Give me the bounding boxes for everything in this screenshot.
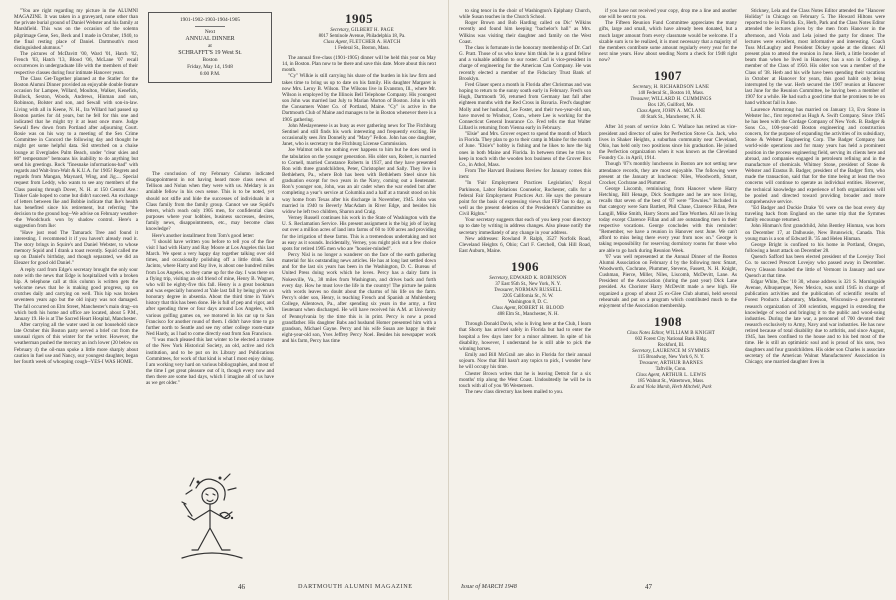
officer-name: EDWARD K. ROBINSON (510, 276, 567, 282)
paragraph: "Cy" Wilkie is still carrying his share of the burden in his law firm and takes time to bring us up to date on his family. His daughter Margaret is now Mrs. Leroy B. Wilson. The Wilsons live in Evanston, Ill., where Mr. Wilson is employed by the Illinois Bell Telephone Company. His youngest son John was married last July to Marian Morton of Boston. John is with the Consumers Water Co. of Portland, Maine. "Cy" is active in the Dartmouth Club of Maine and manages to be in Boston whenever there is a 1905 gathering. (282, 73, 436, 123)
paragraph: New addresses: Rowland P. Ralph, 3527 Norfolk Road, Cleveland Heights 6, Ohio; Carl F. Getchell, Oak Hill Road, East Auburn, Maine. (459, 235, 591, 255)
officer-name: WILLARD H. CUMMINGS (651, 97, 712, 103)
dinner-at: at (208, 43, 212, 49)
divider (195, 26, 225, 27)
class-year-heading: 1906 (511, 259, 539, 275)
paragraph: Fred Glaser spent a month in Florida after Christmas and was hoping to return to the sunny south early in February. Fred's son Hugh, Dartmouth '36, returned from Germany last fall after eighteen months with the Red Cross in Bavaria. Fred's daughter Molly and her husband, Lee Foster, and their two-year-old son, have moved to Windsor, Conn., where Lee is working for the Connecticut General Insurance Co. Fred tells me that Walter Lillard is returning from Vienna early in February. (459, 81, 591, 131)
officer-name: WILLIAM B KNIGHT (665, 331, 716, 337)
right-page-number: 47 (645, 583, 652, 591)
paragraph: After carrying all the water used in our household since late October this Boston party served a brief cut from the unusual rigors of this winter for the writer. However, the weatherman pushed the mercury an inch lower (20 below on February 4) the oil-man spoke a little more sharply about caution in fuel use and Nancy, our youngest daughter, began her fourth week of whooping cough--YES-I WAS HOME. (14, 321, 138, 365)
officer-name: ARTHUR BARNES (659, 361, 703, 367)
paragraph: Through Donald Davis, who is living here at the Club, I learn that Shorty has arrived safely in Florida but had to enter the hospital a few days later for a minor ailment. In spite of his disability, however, I understand he is still able to pick the winning horses. (459, 321, 591, 352)
officer-name: ARTHUR L. LEWIS (661, 373, 707, 379)
officer-role: Treasurer, (639, 361, 659, 367)
paragraph: The conclusion of my February Column indicated disappointment in not having heard more class news of Tellison and Nolan when they were with us. Meldary is an amiable fellow in his own sense. This is to be noted, yet should not stifle and hide the successes of individuals in a Class family from the family group. Cannot we use Squid's letters, which reach only 1905 men, for confidential class purposes where your hobbies, business successes, desires, family news, disappointments, etc., may become class knowledge? (146, 171, 274, 233)
paragraph: "Have just read The Tamarack Tree and found it interesting. I recommend it if you haven't already read it. The story brings in Squire's and Daniel Webster, to whose memory Squid and I drank a toast recently. Squid called me up on Daniel's birthday, and though separated, we did an Eleazer for good old Daniel." (14, 229, 138, 267)
officer-address: 185 Walnut St., Watertown, Mass. (637, 379, 705, 385)
paragraph: The annual five-class (1901-1905) dinner will be held this year on May 14, in Boston. Plan now to be there and save this date. More about this next month. (282, 55, 436, 74)
officer-address: 140 Federal St., Boston 10, Mass. (637, 91, 705, 97)
officer-address: Ex and Viola Marsh, Herb Mitchell, Park (630, 385, 712, 391)
officer-role: Secretary, (330, 28, 350, 33)
paragraph: Joe Walmot tells me nothing ever happens to him but he does send in the tabulation on the younger generation. His older son, Robert, is married to Cornell, married Constance Roberts in 1937, and they have presented Ron with three grandchildren, Peter, Christopher and Sally. They live in Bethlehem, Pa., where Bob has been with Bethlehem Steel since his graduation except for two years in the Navy, coming out a lieutenant. Ron’s younger son, John, was an air cadet when the war ended but after completing a year’s service at Columbia and a half at a transit stood on his way home from Texas after his discharge in November, 1945. John was married in 1940 to Beverly MacAdam in River Edge, and besides his widow he left two children, Sharon and Craig. (282, 147, 436, 215)
officer-address: Rockford, Ill. (657, 343, 685, 349)
officer-address: 602 Forest City National Bank Bldg. (635, 337, 707, 343)
officer-role: Treasurer, (630, 97, 650, 103)
officer-role: Class Agent, (636, 109, 662, 115)
paragraph: "In 'Fair Employment Practices Legislation,' Royal Parkinson, Labor Relations Counselor, Rochester, calls for a federal Fair Employment Practices Act. He says the pressure point for the basis of expressing views that FEP has to day, as well as the present deletion of the Presidents's Committee on Civil Rights." (459, 180, 591, 218)
paragraph: Quench Safford has been elected president of the Lovejoy Tool Co. to succeed Prescott Lovejoy who passed away in December. Percy Gleason founded the little of Vermont in January and saw Quench at that time. (745, 254, 885, 279)
dinner-classes: 1901-1902-1903-1904-1905 (179, 17, 241, 23)
paragraph: Percy Nisl is no longer a wanderer on the face of the earth gathering material for his outstanding news articles. He has at long last settled down and for the last six years has been in the Washington, D. C. Bureau of United Press doing work which he loves. Percy has a dairy farm in Nokesville, Va., 38 miles from Washington, and drives back and forth every day. How he must love the life in the country! The picture he paints with words leaves no doubt about the charms of his life on the farm. Percy's older son, Henry, is teaching French and Spanish at Muhlenberg College, Allentown, Pa., after spending six years in the army, a first lieutenant when discharged. He will have received his A.M. at University of Pennsylvania by the time this is in print. Percy is now a proud grandfather. His daughter Babs and husband Homer presented him with a grandson, Michael Gayne. Percy and his wife Susan are happy in their eight-year-old son, Yves Jeffrey Percy Noel. Besides his newspaper work and his farm, Percy has time (282, 252, 436, 345)
officer-name: GILBERT H. PAGE (350, 28, 394, 33)
paragraph: "Ed Badger and Duckie Drake '01 were on the boat every day traveling back from England on the same trip that the Symmes family encourage returned. (745, 205, 885, 224)
officer-role: Class Agent, (492, 306, 517, 312)
paragraph: if you have not received your copy, drop me a line and another one will be sent to you. (599, 8, 737, 21)
officer-address: 1 Federal St., Boston, Mass. (334, 46, 390, 51)
dinner-next: Next (204, 29, 216, 35)
officer-role: Class Agent, (635, 373, 661, 379)
paragraph: The class is fortunate in the honorary membership of Dr. Carl G. Pratt. Those of us who know him think he is a grand fellow and a valuable addition to our roster. Carl is vice-president in charge of engineering for the American Can Company. He was recently elected a member of the Fiduciary Trust Bank of Brooklyn. (459, 44, 591, 82)
officer-address: 115 Broadway, New York 6, N. Y. (637, 355, 705, 361)
paragraph: From The Harvard Business Review for January comes this item: (459, 168, 591, 181)
officer-name: LAURENCE M SYMMES (652, 349, 710, 355)
paragraph: George Liscomb, reminiscing from Hanover where Harry Hetching, Bill Henage, Dick Southgate and he are now living, recalls that seven of the best of '07 were "Townies." Included in that category were Sam Bartlett, Phil Chase, Clarence Fillan, Pete Langill, Mike Smith, Harry Storrs and Tate Worthen. All are living today except Clarence Fillan and all are outstanding men in their respective vocations. George concludes with this reminder: "Remember, we have a reunion in Hanover next June. We can't afford to miss being there every year from now on." George is taking responsibility for reserving dormitory rooms for those who are able to go back during Reunion Week. (599, 185, 737, 254)
dinner-title: ANNUAL DINNER (185, 36, 235, 42)
paragraph: John Meslayeneese is as busy as ever gathering news for The Fitchburg Sentinel and still finds his work interesting and frequently exciting. He occasionally sees Jim Donnelly and "Mary" Fellon. John has one daughter, Janet, who is secretary to the Fitchburg License Commission. (282, 122, 436, 148)
paragraph: Here's another installment from Tom's good letter: (152, 232, 255, 239)
paragraph: Your secretary suggests that each of you keep your directory up to date by writing in address changes. Also please notify the secretary immediately of any change in your address. (459, 217, 591, 236)
paragraph: Verney Russell continues his work in the State of Washington with the U. S. Reclamation Service. His present assignment is the big job of laying out over a million acres of land into farms of 60 to 100 acres and providing for the irrigation of these farms. This is a tremendous undertaking and not as easy as it sounds. Incidentally, Verney, you might pick out a few choice spots for retired 1905 men who are "hoosier-minded". (282, 215, 436, 252)
paragraph: Edgar White, Dec '10 30, whose address is 321 S. Morningside Avenue, Albuquerque, New Mexico, was until 1945 in charge of publication activities and the publication of scientific results of Forest Products Laboratory, Madison, Wisconsin--a government research organization of 300 scientists, engaged in extending the knowledge of wood and bringing it to the public and wood-using industries. During the late war, a personnel of 700 devoted their research exclusively to Army, Navy and war industries. He has now retired because of total disability due to arthritis, and since August, 1945, has been confined to the house and to his bed most of the time. He is still an optimistic soul and is proud of his sons, two daughters and four grandchildren. His older son Charles is associate secretary of the American Walnut Manufacturers' Association in Chicago; one married daughter lives in (745, 278, 885, 365)
officer-role: Secretary, (632, 85, 653, 91)
officer-name: JOHN A. MCLANE (662, 109, 706, 115)
officer-address: 8017 Seminole Avenue, Philadelphia 18, Pa. (318, 34, 406, 39)
paragraph: "You are right regarding my picture in the ALUMNI MAGAZINE. It was taken in a graveyard, none other than the private burial ground of Daniel Webster and his family at Marshfield. This was on the occasion of the solemn pilgrimage Gene, Sex, Beck and I made in October, 1940, to the final resting place of Daniel. Dartmouth's most distinguished alumnus." (14, 8, 138, 51)
dinner-date: Friday, May 14, 1948 (187, 64, 233, 70)
officer-role: Class Agent, (323, 40, 349, 45)
paragraph: John Hinman's first grandchild, John Bentley Hinman, was born on December 17, at Dalhousie, New Brunswick, Canada. This young man is a son of Edward B. '35 and Helen Hinman. (745, 223, 885, 242)
officer-name: H. RICHARDSON LANE (653, 85, 710, 91)
officer-address: Box 126, Guilford, Me. (647, 103, 695, 109)
column-1 (14, 8, 138, 578)
ink-sketch-illustration (176, 468, 248, 568)
paragraph: "I should have written you before to tell you of the fine visit I had with Harry and Ray Moore at Los Angeles this last March. We spent a very happy day together talking over old times, and occasionally polishing off a little drink. San Jacinto, where Harry and Ray live, is about one hundred miles from Los Angeles, so they came up for the day. I was there on a flying trip, visiting an old friend of mine, Henry B. Wagner, who will be eighty-five this fall. Henry is a great bookman and was especially honored at Yale last fall by being given an honorary degree in absentia. About the third time in Yale's history that this has been done. He is full of pep and vigor, and after spending three or four days around Los Angeles, with various golfing games on, we motored in his car up to San Francisco for another round of them. I didn't have time to go further north to Seattle and see my other college room-mate Ned Hardy, as I had to come directly east from San Francisco. (146, 238, 274, 338)
class-year-heading: 1905 (345, 11, 373, 26)
column-4 (459, 8, 591, 578)
paragraph: Laurence Armstrong has married on January 13, Eva Stone in Webster Inc., first reported as Hugh A. Swift Company. Since 1945 he has been with the Cordage Company of New York. B. Badger & Sons Co., 100-year-old Boston engineering and construction concern, for the purpose of expanding the activities of its subsidiary, Stone & Webster Engineering Corp. The Badger Company has world-wide operations and for many years has held a prominent position in the process engineering field, serving its clients here and abroad, and companies engaged in petroleum refining and in the manufacture of chemicals. Whitney Stone, president of Stone & Webster and Erastus B. Badger, president of the Badger firm, who made the transaction, said that for the time being at least the two concerns will continue to operate as individual entities. However, the technical knowledge and experience of both organizations will be pooled and directed toward providing broader and more comprehensive service. (745, 106, 885, 205)
paragraph: The pictures of McDavitt '00, Ward '01, Hatch '02, French '03, Hatch '13, Blood '06, McLane '07 recall occurrences in undergraduate life with the members of their respective classes during four intimate Hanover years. (14, 51, 138, 76)
paragraph: The Fifteen Reunion Fund Committee appreciates the many gifts, large and small, which have already been donated, but a much larger amount from every classmate would be welcome. If a sizable sum is to be realized, it is most necessary that a majority of the members contribute some amount regularly every year for the next nine years. How about sending Norm a check for 1948 right now? (599, 20, 737, 64)
officer-role: Secretary, (489, 276, 509, 282)
paragraph: George Bright is confined to his home in Portland, Oregon, following a heart attack on December 28. (745, 241, 885, 255)
officer-address: 37 East 95th St., New York, N. Y. (495, 282, 561, 288)
column-3 (282, 8, 436, 578)
officer-name: ROBERT H. BLOOD (517, 306, 564, 312)
paragraph: After 34 years of service John C. Wallace has retired as vice-president and director of sales for Perfection Stove Co. Jack, who lives in Shaker Heights, a suburban community near Cleveland, Ohio, has held only two positions since his graduation. He joined the Perfection organization when it was known as the Cleveland Foundry Co. in April, 1914. (599, 124, 737, 162)
magazine-title: DARTMOUTH ALUMNI MAGAZINE (298, 583, 413, 590)
right-page (448, 0, 896, 600)
officer-name: FLETCHER A. HATCH (349, 40, 401, 45)
officer-role: Secretary, (632, 349, 652, 355)
dinner-announcement-box (148, 12, 272, 83)
dinner-venue: SCHRAFFT'S 19 West St. (178, 50, 242, 56)
dinner-city: Boston (202, 57, 218, 63)
paragraph: to sing tenor in the choir of Washington's Epiphany Church, while Susan teaches in the Church School. (459, 8, 591, 21)
paragraph: "I was much pleased this last winter to be elected a trustee of the New York Historical Society, an old, active and rich institution, and to be put on its Library and Publications Committees, for work of that kind is what I most enjoy doing. I am working very hard on various bibliographies, and most of the time I get great pleasure out of it, though every now and then there are some bad days, which I imagine all of us have as we get older." (146, 337, 274, 387)
paragraph: Emily and Bill McGrail are also in Florida for their annual sojourn. Now that Bill hasn't any topics to pick, I wonder how he will occupy his time. (459, 352, 591, 371)
officer-address: 2205 California St., N. W. (502, 294, 554, 300)
officer-address: Taftville, Conn. (655, 367, 687, 373)
officer-address: 40 Stark St., Manchester, N. H. (640, 115, 702, 121)
class-year-heading: 1907 (654, 68, 682, 84)
paragraph: '07 was well represented at the Annual Dinner of the Boston Alumni Association on February 4 by the following men: Smart, Woodworth, Cochrane, Plummer, Stevens, Fassett, N. H. Knight, Cushman, Pierce, Miller, Niles, Liscomb, McDevitt, Lane. As President of the Association (during the past year) Dick Lane presided. As Chorister Harry McDevitt made a new high. He organized a group of about 25 ex-Glee Club alumni, held several rehearsals and put on a program which contributed much to the enjoyment of the Association membership. (599, 253, 737, 309)
paragraph: Stickney, Lela and the Class Notes Editor attended the "Hanover Holiday" in Chicago on February 5. The Howard Hiltons were reported to be in Florida. Ex, Herb, Park and the Class Notes Editor attended the lectures given by the men from Hanover in the afternoon, and Viola and Lela joined the party for dinner. The lectures were excellent, most informative and interesting. Coach Tuss McLaughry and President Dickey spoke at the dinner. All present plan to attend the reunion in June. Herb, a little brooder of beam than when he lived in Hanover, has a son in College, a member of the Class of 1950. His older son was a member of the Class of '38. Herb and his wife have been spending their vacations in October at Hanover for years, this good habit only being interrupted by the war. Herb secured the 1907 reunion at Hanover last June for the Reunion Committee, he having been a member of 1907 for a while. He had such a good time that he promises to be on hand without fail in June. (745, 8, 885, 107)
paragraph: "Elsie" and Mrs. Grover expect to spend the month of March in Florida. They plan to go to their camp in Maine for the month of June. "Elsie's" hobby is fishing and he likes to lure the big ones in both Maine and Florida. In between times he tries to keep in touch with the wooden box business of the Grover Box Co., in Athol, Mass. (459, 131, 591, 168)
issue-label: Issue of MARCH 1948 (461, 583, 517, 590)
paragraph: Though '07's monthly luncheons in Boston are not setting new attendance records, they are most enjoyable. The following were present at the January at luncheon: Niles, Woodworth, Smart, Crocker, Cochrane and Plummer. (599, 161, 737, 186)
paragraph: Roger Brown and Bob Harding called on Dic’ Wilkins recently and found him keeping "bachelor's hall" as Mrs. Wilkins was visiting their daughter and family on the West Coast. (459, 20, 591, 45)
paragraph: Chester Brown writes that he is leaving Detroit for a six months' trip along the West Coast. Undoubtedly he will be in touch with all of you '06 Westerners. (459, 370, 591, 389)
officer-role: Class Notes Editor, (626, 331, 665, 337)
officer-role: Treasurer, (494, 288, 514, 294)
spacer (146, 89, 274, 171)
paragraph: The Class Get-Together planned at the Statler for the Boston Alumni Dinner provided an enjoyable double feature occasion for Lampee, Willard, Moulton, Walker, Kenefick, Bullock, Sexton, Woods, Andrews, Hinman and son, Robinson, Bolster and son, and Sewall with son-in-law. Living with all in Keene, N. H., Ira Willard had passed up Boston parties for 44 years, but he fell for this one and indicated that he might try it at least once more. Judge Sewall flew down from Portland after adjourning Court. Rosie was on his way to a meeting of the Sex Crime Committee in Concord the following day and thought he might get some helpful data. Sid stretched on a chaise lounge at Everglades Palm Beach, under "clear skies and 80° temperature" bemoans his inability to do anything but send his greetings. Rock "finesnake informations-bad" with regards and Walt-Iron-Walt & K.U.A. for 1905! Regrets and regards from Mangan, Maynard, Wing, and Jig.... Special request from Leddy, who wants to see any members of the Class passing through Dover, N. H. at 150 Central Ave.: Tinker Gale hoped to come but didn't succeed. An exchange of letters between Ike and Bobbie indicate that Ike's health has benefited since his retirement, but referring "the decision to the ground hog--We advise on February weather--the Woodchuck won by shadow control. Here's a suggestion from Ike: (14, 75, 138, 230)
left-page-number: 46 (238, 583, 245, 591)
dinner-time: 6:00 P.M. (199, 71, 221, 77)
column-5 (599, 8, 737, 578)
officer-name: NORMAN RUSSELL (514, 288, 562, 294)
officer-address: 408 Elm St., Manchester, N. H. (497, 312, 559, 318)
paragraph: The new class directory has been mailed to you. (465, 388, 564, 395)
officer-address: Washington 8, D. C. (508, 300, 548, 306)
paragraph: A reply card from Edge's secretary brought the only sour note with the news that Edge is hospitalized with a broken hip. A telephone call at this column is written gets the welcome news that he is making good progress, up on crutches daily and carrying on well. This hip was broken seventeen years ago but the old injury was not damaged. The fall occurred on Elm Street, Manchester's main drag--on which both his home and office are located, about 5 P.M., January 19. He is at The Sacred Heart Hospital, Manchester. (14, 266, 138, 322)
class-year-heading: 1908 (654, 314, 682, 330)
column-6 (745, 8, 885, 578)
